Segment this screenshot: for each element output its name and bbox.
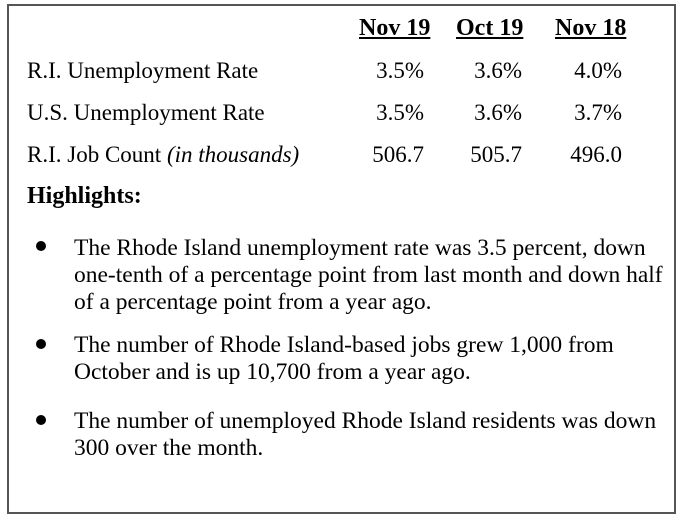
highlights-heading: Highlights: [27,183,142,209]
highlight-item-1: The Rhode Island unemployment rate was 3.5 percent, down one-tenth of a percentage point from last month and down half of a percentage point from a year ago. [74,235,663,315]
bullet-dot [36,415,46,425]
bullet-dot [36,339,46,349]
row-label-us-unemployment-rate: U.S. Unemployment Rate [27,100,265,125]
jobs-oct-19: 505.7 [470,142,522,167]
us-rate-nov-18: 3.7% [574,100,622,125]
row-label-main: R.I. Job Count [27,142,167,167]
ri-rate-nov-18: 4.0% [574,58,622,83]
row-label-ri-job-count [27,142,299,168]
jobs-nov-18: 496.0 [570,142,622,167]
highlight-item-3: The number of unemployed Rhode Island residents was down 300 over the month. [74,408,657,461]
column-header-nov-19: Nov 19 [359,15,431,41]
highlight-item-2: The number of Rhode Island-based jobs grew 1,000 from October and is up 10,700 from a year ago. [74,332,614,385]
column-header-nov-18: Nov 18 [555,15,627,41]
us-rate-nov-19: 3.5% [376,100,424,125]
row-label-ri-unemployment-rate: R.I. Unemployment Rate [27,58,259,83]
row-label-unit: (in thousands) [166,142,300,167]
ri-rate-nov-19: 3.5% [376,58,424,83]
bullet-dot [36,241,46,251]
jobs-nov-19: 506.7 [372,142,424,167]
ri-rate-oct-19: 3.6% [474,58,522,83]
us-rate-oct-19: 3.6% [474,100,522,125]
column-header-oct-19: Oct 19 [456,15,524,41]
